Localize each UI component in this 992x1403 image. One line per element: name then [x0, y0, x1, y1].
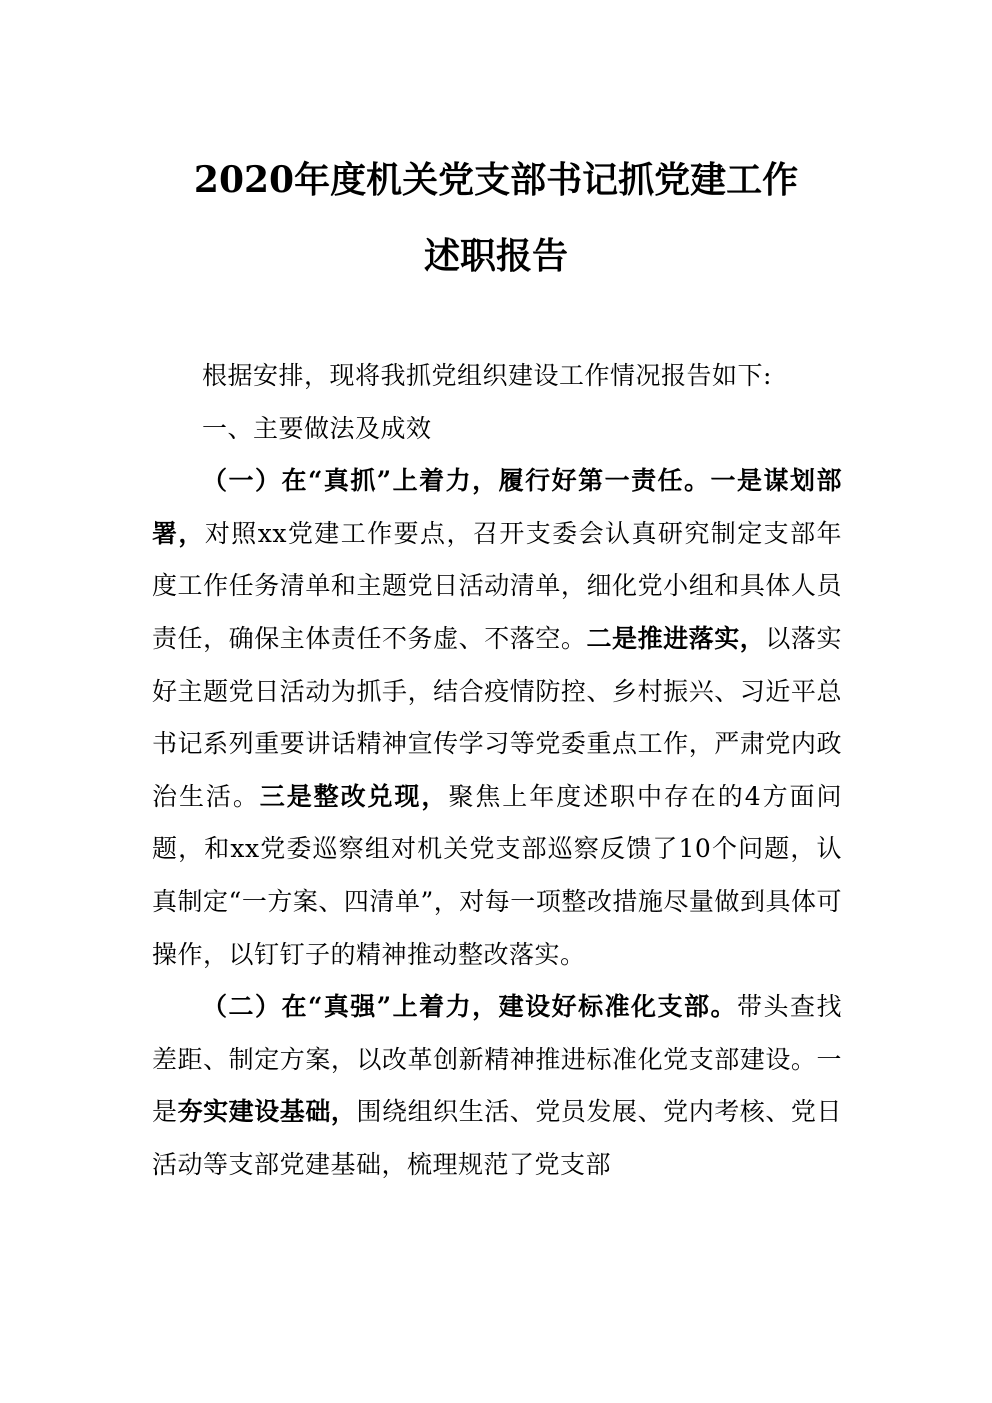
- paragraph-2-bold-2: 夯实建设基础，: [177, 1097, 357, 1127]
- intro-paragraph: 根据安排，现将我抓党组织建设工作情况报告如下:: [202, 361, 772, 390]
- paragraph-2-text-2: 围绕组织生活、党员发展、党内考核、党日活动等支部党建基础，梳理规范了党支部: [152, 1097, 842, 1179]
- paragraph-2-lead: （二）在“真强”上着力，建设好标准化支部。: [202, 992, 738, 1022]
- section-heading: 一、主要做法及成效: [202, 413, 432, 443]
- paragraph-1-lead: （一）在“真抓”上着力，履行好第一责任。一是谋划部署，: [152, 466, 842, 548]
- paragraph-2-text-1: 带头查找差距、制定方案，以改革创新精神推进标准化党支部建设。一是: [152, 992, 842, 1127]
- paragraph-1-text-1: 对照xx党建工作要点，召开支委会认真研究制定支部年度工作任务清单和主题党日活动清单，细化党小组和具体人员责任，确保主体责任不务虚、不落空。: [152, 518, 842, 653]
- paragraph-1-bold-2: 二是推进落实，: [586, 623, 766, 653]
- paragraph-1-bold-3: 三是整改兑现，: [259, 781, 449, 811]
- paragraph-1-text-2: 以落实好主题党日活动为抓手，结合疫情防控、乡村振兴、习近平总书记系列重要讲话精神宣传学习等党委重点工作，严肃党内政治生活。: [152, 623, 842, 811]
- paragraph-1-text-3: 聚焦上年度述职中存在的4方面问题，和xx党委巡察组对机关党支部巡察反馈了10个问题，认真制定“一方案、四清单”，对每一项整改措施尽量做到具体可操作，以钉钉子的精神推动整改落实。: [152, 781, 842, 969]
- paragraph-1: [152, 455, 842, 981]
- document-title-line1: 2020年度机关党支部书记抓党建工作: [193, 159, 799, 201]
- document-title-line2: 述职报告: [423, 235, 568, 277]
- paragraph-2: [152, 981, 842, 1191]
- document-body: [152, 350, 842, 1192]
